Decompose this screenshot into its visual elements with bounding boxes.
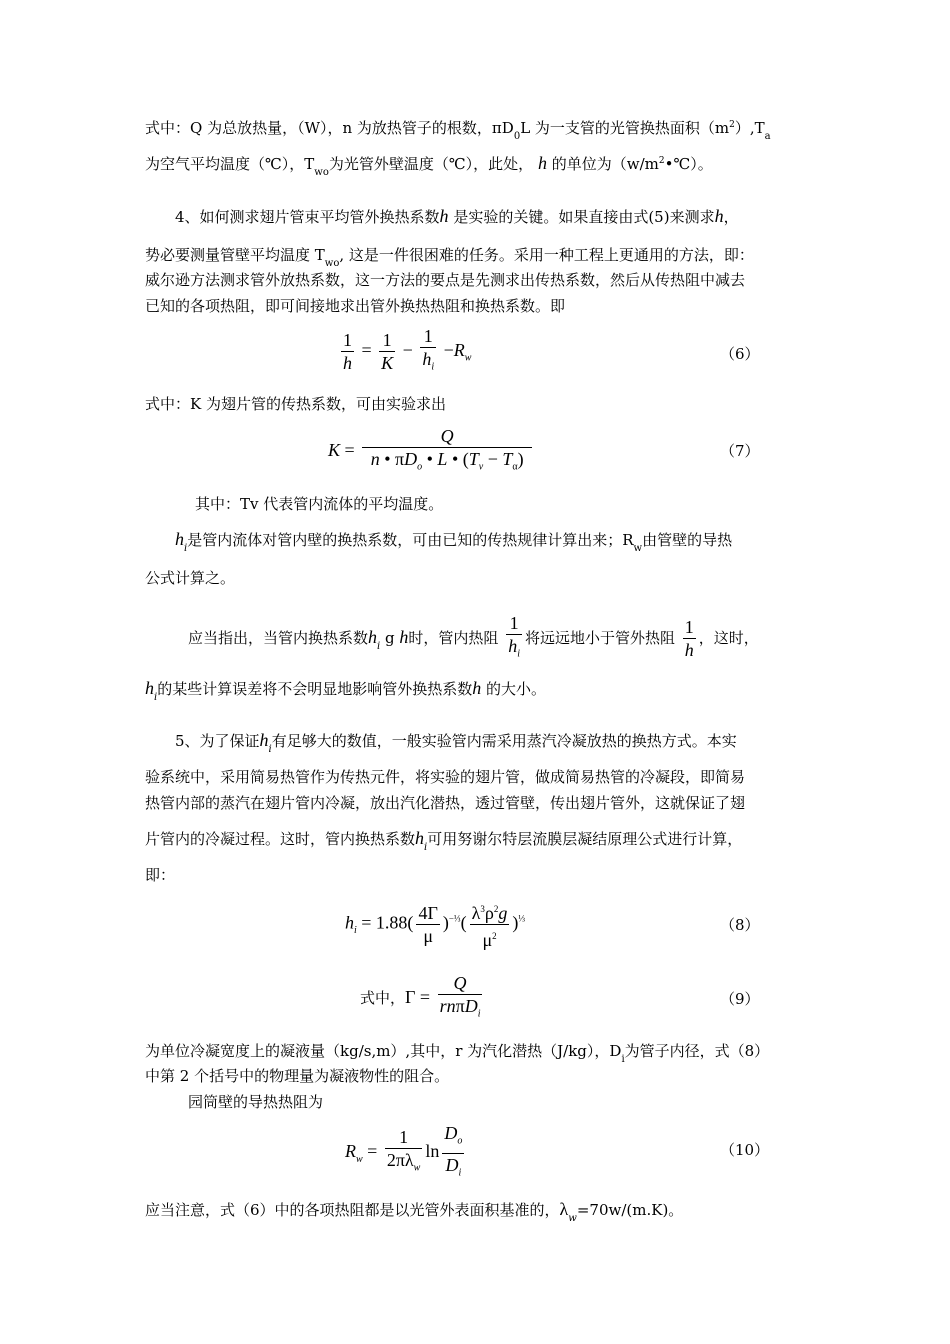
- equation-8: $h_i = 1.88$( $\frac{4\Gamma}{\mu}$ )$^{-\frac{1}{3}}$( $\frac{\lambda^3\rho^2g}{\mu^2}$ )$^{\frac{1}{3}}$: [345, 903, 526, 950]
- text-line: 应当指出，当管内换热系数$h_i$ g h时，管内热阻 $\frac{1}{h_i}$ 将远远地小于管外热阻 $\frac{1}{h}$ ，这时，: [188, 612, 759, 666]
- text-line: 为空气平均温度（℃），$T_{wo}$为光管外壁温度（℃），此处， h 的单位为$(w/m^2•℃)$。: [145, 153, 713, 178]
- text-line: $h_i$是管内流体对管内壁的换热系数，可由已知的传热规律计算出来；$R_w$由管壁的导热: [175, 529, 733, 554]
- text-line: 已知的各项热阻，即可间接地求出管外换热热阻和换热系数。即: [145, 297, 566, 315]
- text-line: 5、为了保证$h_i$有足够大的数值，一般实验管内需采用蒸汽冷凝放热的换热方式。本实: [175, 730, 737, 755]
- text-line: 其中：Tv 代表管内流体的平均温度。: [195, 495, 444, 513]
- equation-number: （6）: [720, 345, 760, 363]
- text-line: 为单位冷凝宽度上的凝液量（kg/s,m）,其中，r 为汽化潜热（J/kg），$D_i$为管子内径，式（8）: [145, 1042, 770, 1065]
- equation-number: （8）: [720, 916, 760, 934]
- text-line: 中第 2 个括号中的物理量为凝液物性的阻合。: [145, 1067, 450, 1085]
- text-line: $h_i$的某些计算误差将不会明显地影响管外换热系数h 的大小。: [145, 678, 547, 703]
- text-line: 即：: [145, 866, 176, 884]
- text-line: 式中：K 为翅片管的传热系数，可由实验求出: [145, 395, 446, 413]
- equation-number: （9）: [720, 990, 760, 1008]
- equation-10: $R_w$ = $\frac{1}{2\pi\lambda_w}$ ln $\frac{D_o}{D_i}$: [345, 1122, 467, 1184]
- equation-number: （7）: [720, 442, 760, 460]
- text-line: 公式计算之。: [145, 569, 236, 587]
- text-line: 应当注意，式（6）中的各项热阻都是以光管外表面积基准的，$\lambda_w=70w/(m.K)$。: [145, 1199, 684, 1224]
- text-line: 势必要测量管壁平均温度 $T_{wo}$, 这是一件很困难的任务。采用一种工程上更通用的方法，即：: [145, 246, 754, 269]
- equation-7: K = $\frac{Q}{n • \pi D_o • L • (T_v - T_\alpha)}$: [328, 425, 535, 479]
- equation-9: 式中，Γ = $\frac{Q}{rn\pi D_i}$: [360, 972, 485, 1026]
- text-line: 式中：Q 为总放热量，（W），n 为放热管子的根数，$\pi D_0L$ 为一支管的光管换热面积$(m^2),T_a$: [145, 119, 771, 142]
- equation-6: $\frac{1}{h}$ = $\frac{1}{K}$ − $\frac{1}{h_i}$ $-R_w$: [338, 325, 471, 379]
- text-line: 热管内部的蒸汽在翅片管内冷凝，放出汽化潜热，透过管壁，传出翅片管外，这就保证了翅: [145, 794, 746, 812]
- text-line: 园筒壁的导热热阻为: [188, 1093, 324, 1111]
- text-line: 4、如何测求翅片管束平均管外换热系数h 是实验的关键。如果直接由式(5)来测求h，: [175, 206, 739, 226]
- text-line: 片管内的冷凝过程。这时，管内换热系数$h_i$可用努谢尔特层流膜层凝结原理公式进行计算，: [145, 828, 743, 853]
- text-line: 威尔逊方法测求管外放热系数，这一方法的要点是先测求出传热系数，然后从传热阻中减去: [145, 271, 746, 289]
- text-line: 验系统中，采用简易热管作为传热元件，将实验的翅片管，做成简易热管的冷凝段，即简易: [145, 768, 746, 786]
- equation-number: （10）: [720, 1141, 770, 1159]
